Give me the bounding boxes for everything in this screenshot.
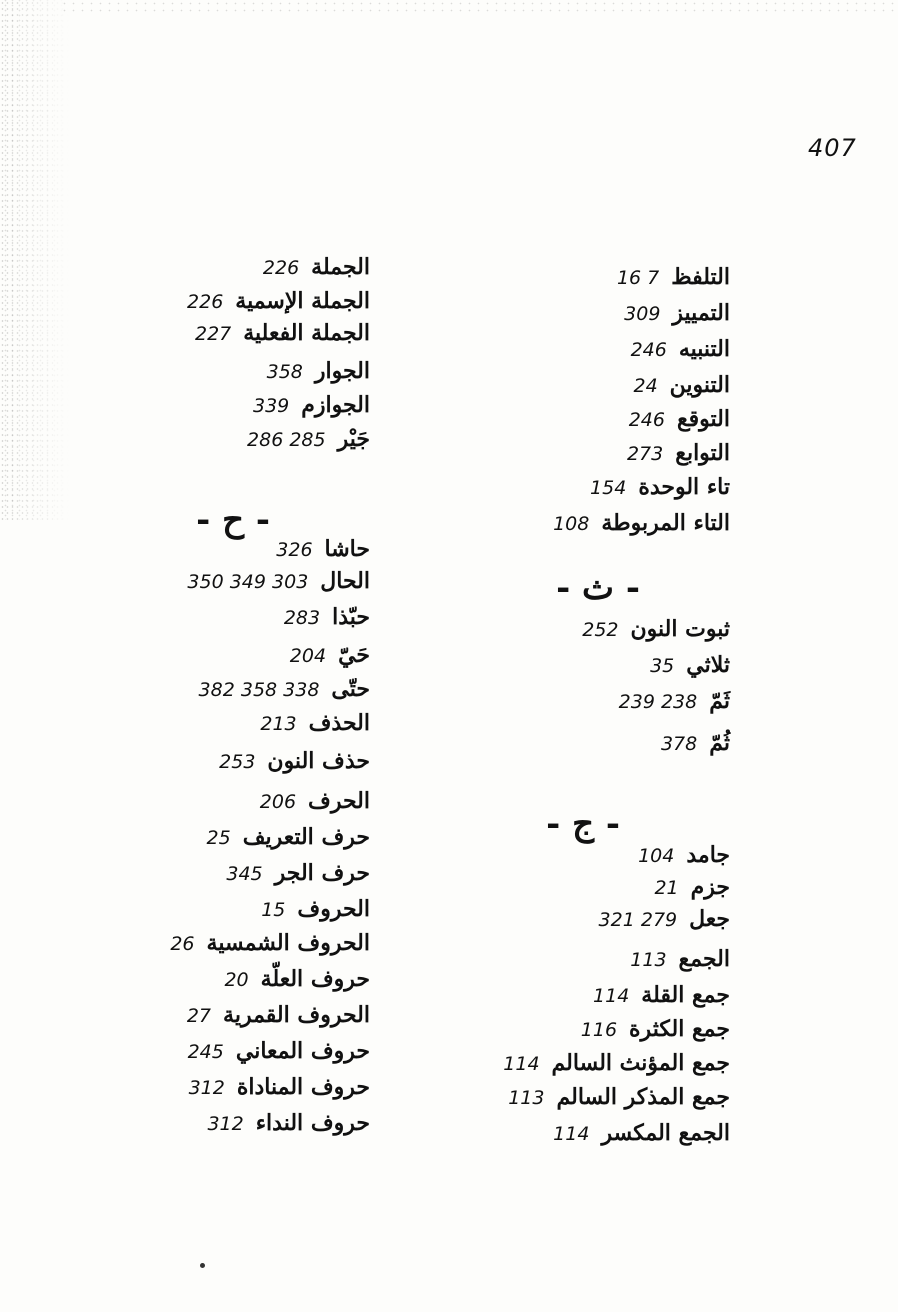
index-entry: جمع الكثرة116 [580, 1016, 730, 1042]
index-entry: التنبيه246 [630, 336, 730, 362]
index-entry: التوقع246 [628, 406, 730, 432]
index-entry: حروف المعاني245 [187, 1038, 370, 1064]
index-entry: حاشا326 [276, 536, 370, 562]
index-entry: التلفظ16 7 [616, 264, 730, 290]
section-header-tha: - ث - [556, 568, 640, 608]
index-entry: حبّذا283 [283, 604, 370, 630]
index-entry: الحال350 349 303 [187, 568, 370, 594]
index-entry: ثُمّ378 [660, 730, 730, 756]
index-entry: الحروف15 [261, 896, 370, 922]
index-entry: الحرف206 [259, 788, 370, 814]
index-entry: ثلاثي35 [650, 652, 730, 678]
index-entry: حتّى382 358 338 [198, 676, 370, 702]
index-entry: التاء المربوطة108 [553, 510, 730, 536]
index-entry: التمييز309 [624, 300, 730, 326]
index-entry: جمع المذكر السالم113 [508, 1084, 730, 1110]
index-entry: جزم21 [654, 874, 730, 900]
index-entry: حروف النداء312 [207, 1110, 370, 1136]
index-entry: ثَمّ239 238 [618, 688, 730, 714]
index-entry: التوابع273 [626, 440, 730, 466]
index-entry: الجوار358 [266, 358, 370, 384]
index-entry: جعل321 279 [598, 906, 730, 932]
index-entry: جامد104 [638, 842, 730, 868]
section-header-ha: - ح - [196, 500, 270, 540]
scan-speckle-left [0, 0, 70, 520]
index-entry: حروف المناداة312 [188, 1074, 370, 1100]
index-entry: الجملة226 [262, 254, 370, 280]
stray-ink-dot [200, 1263, 205, 1268]
index-entry: الجمع المكسر114 [553, 1120, 730, 1146]
index-entry: ثبوت النون252 [582, 616, 730, 642]
index-entry: جمع القلة114 [593, 982, 730, 1008]
index-entry: الجمع113 [630, 946, 730, 972]
index-entry: حرف التعريف25 [206, 824, 370, 850]
index-entry: حرف الجر345 [226, 860, 370, 886]
index-entry: الحذف213 [260, 710, 370, 736]
section-header-jim: - ج - [546, 804, 620, 844]
index-entry: تاء الوحدة154 [590, 474, 730, 500]
index-entry: الحروف القمرية27 [186, 1002, 370, 1028]
index-entry: الجوازم339 [252, 392, 370, 418]
index-entry: حروف العلّة20 [224, 966, 370, 992]
page-number: 407 [808, 134, 857, 162]
index-entry: الجملة الفعلية227 [194, 320, 370, 346]
index-entry: حَيّ204 [289, 642, 370, 668]
index-entry: جمع المؤنث السالم114 [503, 1050, 730, 1076]
index-entry: الجملة الإسمية226 [187, 288, 370, 314]
index-entry: الحروف الشمسية26 [170, 930, 370, 956]
index-entry: حذف النون253 [219, 748, 370, 774]
scan-speckle-top [60, 0, 898, 14]
index-entry: التنوين24 [633, 372, 730, 398]
index-entry: جَيْر286 285 [247, 426, 370, 452]
